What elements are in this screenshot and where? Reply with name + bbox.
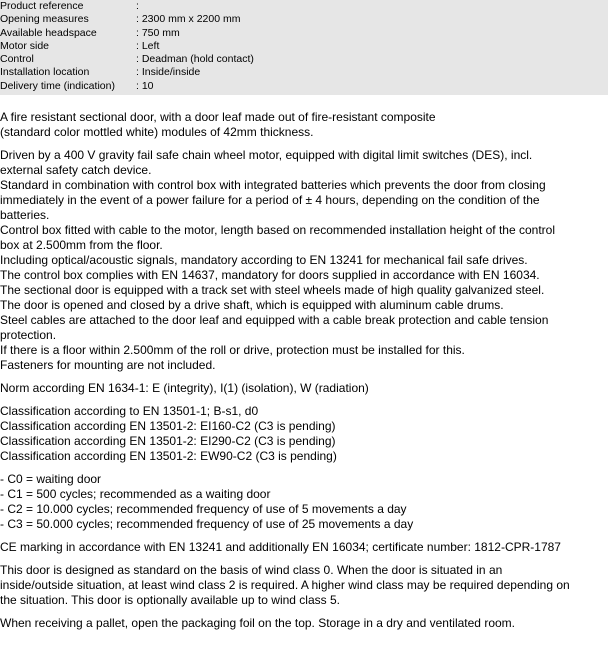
text-line: The sectional door is equipped with a track set with steel wheels made of high quality galvanized steel. [0, 283, 545, 297]
spec-row-control [0, 53, 608, 66]
spec-label: Opening measures [0, 13, 89, 26]
spec-row-available-headspace [0, 27, 608, 40]
pallet-paragraph [0, 616, 608, 631]
spec-row-product-reference [0, 0, 608, 13]
text-line: immediately in the event of a power failure for a period of ± 4 hours, depending on the condition of the [0, 193, 540, 207]
text-line: Control box fitted with cable to the motor, length based on recommended installation height of the control [0, 223, 555, 237]
spec-value: : Left [136, 40, 608, 53]
spec-value: : Deadman (hold contact) [136, 53, 608, 66]
text-line: Fasteners for mounting are not included. [0, 358, 216, 372]
drive-paragraph [0, 148, 608, 373]
text-line: Classification according to EN 13501-1; B-s1, d0 [0, 404, 259, 418]
text-line: CE marking in accordance with EN 13241 and additionally EN 16034; certificate number: 1812-CPR-1787 [0, 540, 561, 554]
spec-row-motor-side [0, 40, 608, 53]
spec-label: Motor side [0, 39, 50, 52]
wind-paragraph [0, 563, 608, 608]
spec-value: : Inside/inside [136, 66, 608, 79]
cycles-paragraph [0, 472, 608, 532]
spec-row-delivery-time [0, 80, 608, 93]
text-line: A fire resistant sectional door, with a door leaf made out of fire-resistant composite [0, 110, 436, 124]
text-line: This door is designed as standard on the basis of wind class 0. When the door is situated in an [0, 563, 503, 577]
text-line: (standard color mottled white) modules of 42mm thickness. [0, 125, 314, 139]
text-line: protection. [0, 328, 57, 342]
spec-label: Installation location [0, 66, 90, 79]
spec-value: : 2300 mm x 2200 mm [136, 13, 608, 26]
text-line: When receiving a pallet, open the packaging foil on the top. Storage in a dry and ventilated room. [0, 616, 515, 630]
spec-value [136, 0, 608, 13]
text-line: Classification according EN 13501-2: EI160-C2 (C3 is pending) [0, 419, 336, 433]
text-line: Classification according EN 13501-2: EI290-C2 (C3 is pending) [0, 434, 336, 448]
text-line: external safety catch device. [0, 163, 152, 177]
classification-paragraph [0, 404, 608, 464]
norm-paragraph [0, 381, 608, 396]
intro-paragraph [0, 110, 608, 140]
text-line: Including optical/acoustic signals, mandatory according to EN 13241 for mechanical fail safe drives. [0, 253, 528, 267]
text-line: Driven by a 400 V gravity fail safe chain wheel motor, equipped with digital limit switches (DES), incl. [0, 148, 533, 162]
spec-label: Delivery time (indication) [0, 79, 115, 92]
spec-label: Available headspace [0, 26, 97, 39]
spec-label: Product reference [0, 0, 84, 12]
spec-value: : 10 [136, 80, 608, 93]
text-line: Steel cables are attached to the door leaf and equipped with a cable break protection and cable tension [0, 313, 549, 327]
spec-table [0, 0, 608, 95]
text-line: - C3 = 50.000 cycles; recommended frequency of use of 25 movements a day [0, 517, 414, 531]
ce-paragraph [0, 540, 608, 555]
text-line: Norm according EN 1634-1: E (integrity), I(1) (isolation), W (radiation) [0, 381, 369, 395]
product-description [0, 95, 608, 631]
text-line: - C2 = 10.000 cycles; recommended frequency of use of 5 movements a day [0, 502, 407, 516]
text-line: If there is a floor within 2.500mm of the roll or drive, protection must be installed for this. [0, 343, 465, 357]
spec-row-installation-location [0, 66, 608, 79]
text-line: - C0 = waiting door [0, 472, 102, 486]
text-line: The door is opened and closed by a drive shaft, which is equipped with aluminum cable drums. [0, 298, 504, 312]
text-line: Classification according EN 13501-2: EW90-C2 (C3 is pending) [0, 449, 337, 463]
text-line: box at 2.500mm from the floor. [0, 238, 163, 252]
text-line: - C1 = 500 cycles; recommended as a waiting door [0, 487, 271, 501]
spec-row-opening-measures [0, 13, 608, 26]
text-line: the situation. This door is optionally available up to wind class 5. [0, 593, 340, 607]
spec-label: Control [0, 53, 34, 66]
text-line: batteries. [0, 208, 50, 222]
spec-value: : 750 mm [136, 27, 608, 40]
text-line: The control box complies with EN 14637, mandatory for doors supplied in accordance with EN 16034. [0, 268, 540, 282]
text-line: Standard in combination with control box with integrated batteries which prevents the door from closing [0, 178, 546, 192]
text-line: inside/outside situation, at least wind class 2 is required. A higher wind class may be required depending on [0, 578, 570, 592]
